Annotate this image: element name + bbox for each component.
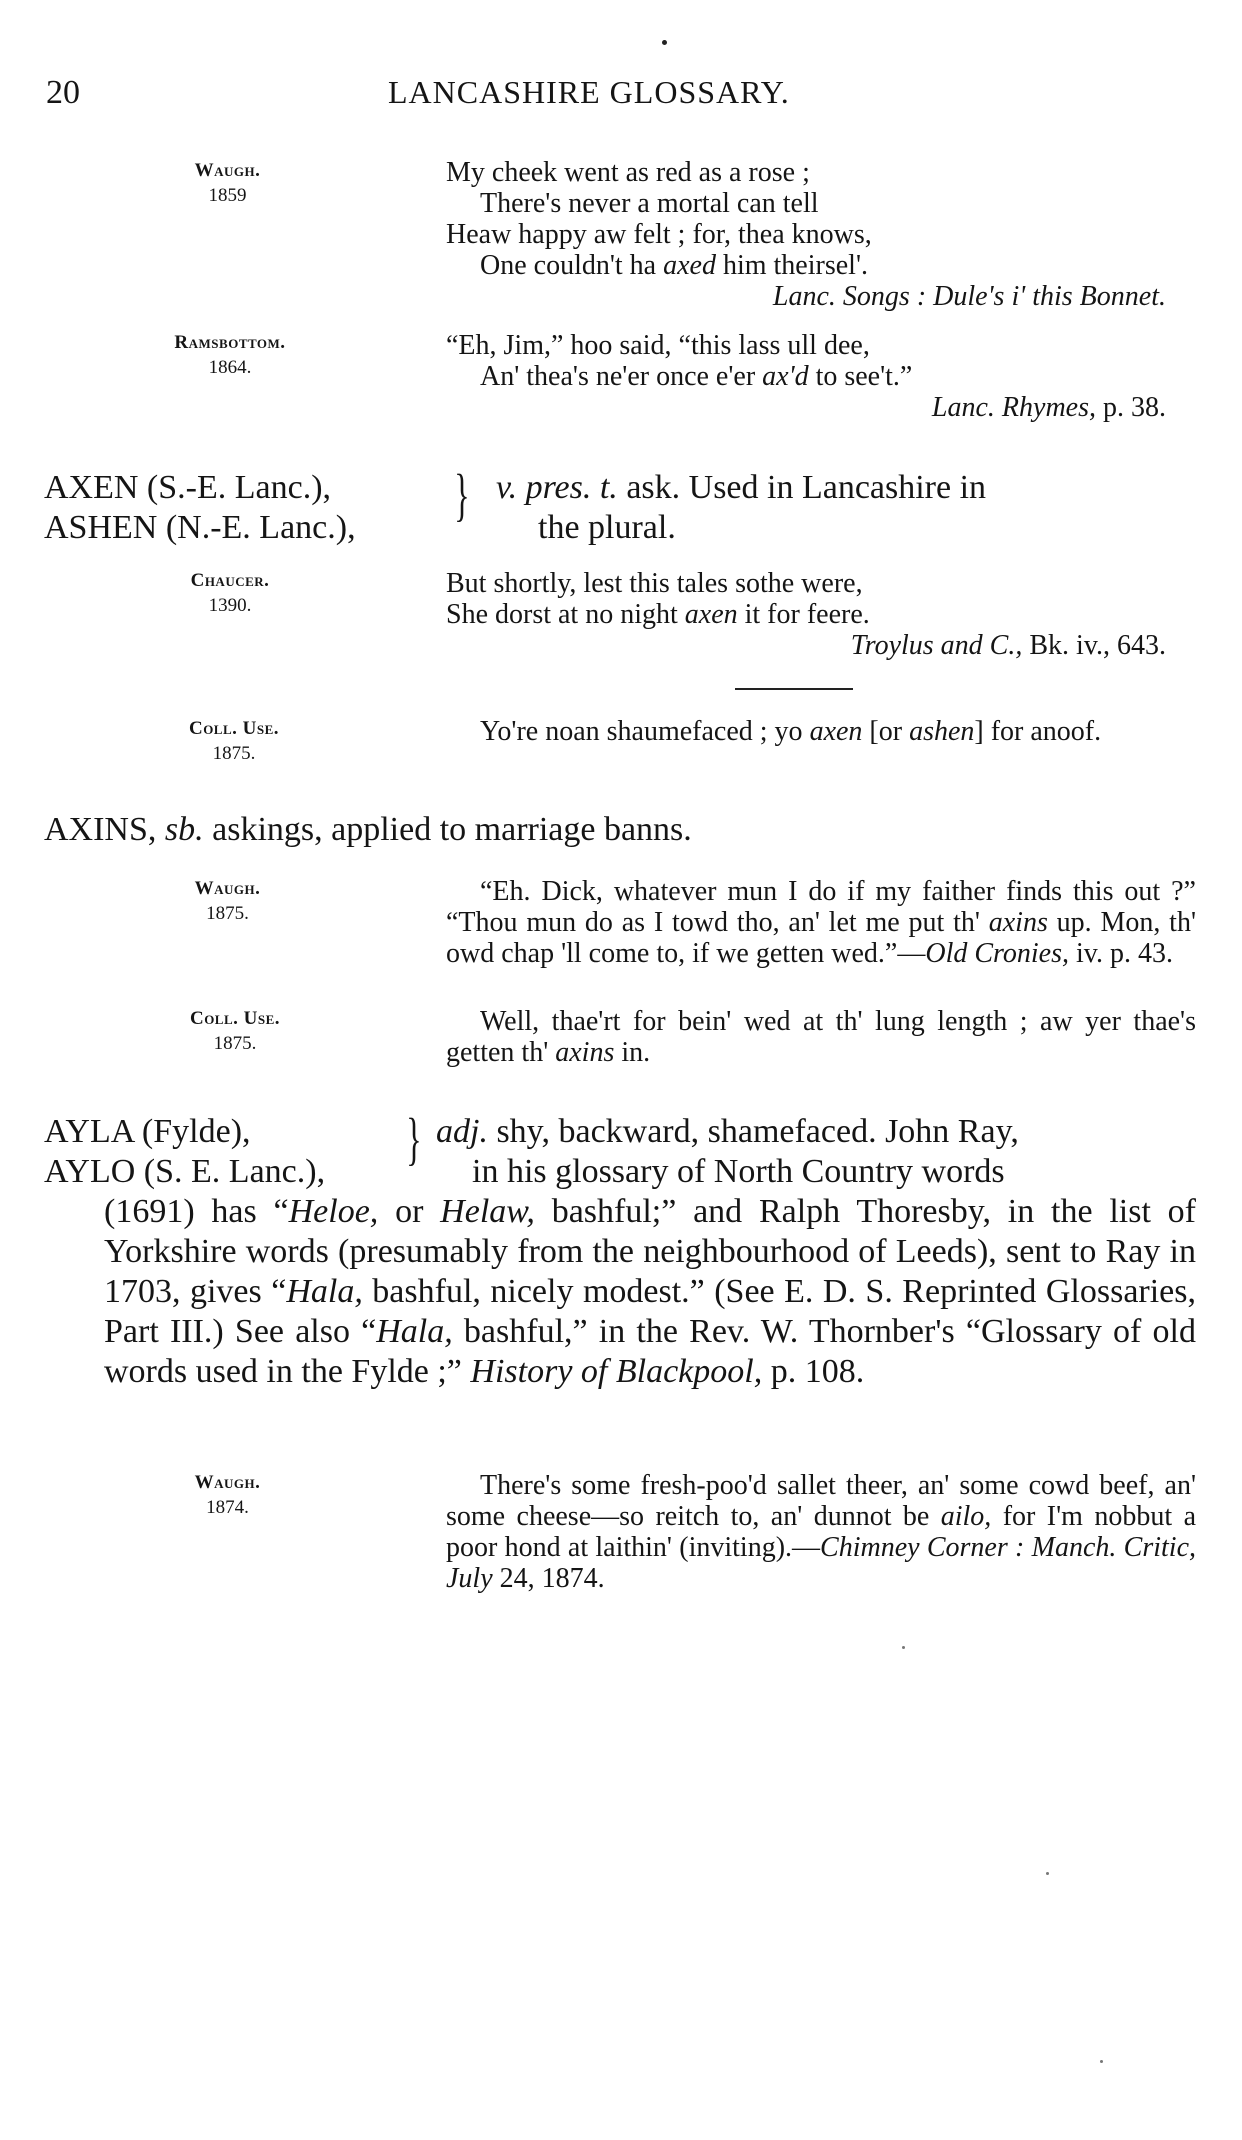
quote-source: [446, 630, 1166, 661]
text: p. 108.: [762, 1353, 865, 1390]
citation-year: 1874.: [206, 1497, 249, 1518]
text: Troylus and C.,: [850, 630, 1023, 661]
definition-line: the plural.: [538, 509, 676, 546]
headword-form: axen: [684, 599, 738, 630]
text: Heloe,: [288, 1193, 379, 1230]
quote-source: Lanc. Songs : Dule's i' this Bonnet.: [772, 281, 1166, 312]
headword: AYLA (Fylde),: [44, 1113, 251, 1150]
text: History of Blackpool,: [470, 1353, 763, 1390]
definition-line: [496, 468, 1196, 508]
brace-bracket: }: [454, 462, 470, 527]
headword-form: ax'd: [762, 361, 809, 392]
citation-year: 1875.: [212, 743, 256, 764]
quote-colluse-1875: [446, 716, 1196, 747]
quote-source: [446, 392, 1166, 423]
text: him theirsel'.: [715, 250, 868, 281]
text: bashful;” and Ralph Thoresby, in the list of Yorkshire words (presumably from the neighbourhood of Leeds), sent to Ray in 1703, gives “: [104, 1193, 1196, 1310]
text: One couldn't ha: [480, 250, 664, 281]
text: up. Mon, th' owd chap 'll come to, if we getten wed.”—: [446, 907, 1196, 969]
print-speck: [1046, 1872, 1049, 1875]
grammar-label: adj.: [436, 1113, 488, 1150]
text: bashful,” in the Rev. W. Thornber's “Glossary of old words used in the Fylde ;”: [104, 1313, 1196, 1390]
text: Hala,: [376, 1313, 453, 1350]
quote-chaucer-1390: [446, 568, 1166, 661]
entry-line: [44, 810, 1204, 850]
headword: AXINS,: [44, 811, 157, 848]
text: p. 38.: [1096, 392, 1166, 423]
text: to see't.”: [808, 361, 913, 392]
citation-author: Ramsbottom.: [174, 332, 286, 353]
text: Bk. iv., 643.: [1022, 630, 1166, 661]
citation-year: 1859: [208, 185, 247, 206]
citation-colluse-1875: [170, 716, 298, 766]
citation-author: Waugh.: [194, 878, 261, 899]
text: for I'm nobbut a poor hond at laithin' (inviting).—: [446, 1501, 1196, 1563]
text: iv. p. 43.: [1068, 938, 1173, 969]
text: Hala,: [286, 1273, 363, 1310]
citation-waugh-1875: [175, 876, 280, 926]
quote-paragraph: [446, 1470, 1196, 1594]
quote-line: But shortly, lest this tales sothe were,: [446, 568, 863, 599]
text: ashen: [909, 716, 975, 747]
grammar-label: sb.: [156, 811, 204, 848]
text: or: [378, 1193, 441, 1230]
text: axins: [988, 907, 1048, 938]
text: Yo're noan shaumefaced ; yo: [480, 716, 810, 747]
headword: AYLO (S. E. Lanc.),: [44, 1153, 326, 1190]
definition-line: [436, 1112, 1206, 1152]
quote-line: [446, 361, 1166, 392]
citation-author: Coll. Use.: [189, 1008, 281, 1029]
citation-author: Waugh.: [194, 160, 261, 181]
quote-line: [446, 599, 1166, 630]
text: ] for anoof.: [974, 716, 1102, 747]
text: There's some fresh-poo'd sallet theer, an' some cowd beef, an' some cheese—so reitch to, an' dunnot be: [446, 1470, 1196, 1532]
text: An' thea's ne'er once e'er: [480, 361, 763, 392]
citation-waugh-1859: [175, 158, 280, 208]
quote-waugh-1874: [446, 1470, 1196, 1594]
quote-line: “Eh, Jim,” hoo said, “this lass ull dee,: [446, 330, 870, 361]
text: Chimney Corner : Manch. Critic, July: [446, 1532, 1197, 1594]
text: shy, backward, shamefaced. John Ray,: [487, 1113, 1019, 1150]
page-number: 20: [46, 74, 80, 111]
entry-ayla-definition: [436, 1112, 1206, 1192]
quote-line: My cheek went as red as a rose ;: [446, 157, 810, 188]
text: it for feere.: [737, 599, 870, 630]
quote-line: There's never a mortal can tell: [480, 188, 819, 219]
text: [or: [862, 716, 910, 747]
print-speck: [1100, 2060, 1103, 2063]
citation-colluse-1875b: [170, 1006, 300, 1056]
citation-year: 1390.: [208, 595, 252, 616]
quote-ramsbottom-1864: [446, 330, 1166, 423]
citation-author: Waugh.: [194, 1472, 261, 1493]
citation-chaucer-1390: [170, 568, 290, 618]
citation-author: Coll. Use.: [188, 718, 280, 739]
definition-line: in his glossary of North Country words: [472, 1153, 1005, 1190]
quote-waugh-1859: [446, 157, 1166, 312]
print-speck: [662, 40, 667, 45]
entry-axins: [44, 810, 1204, 850]
text: Old Cronies,: [925, 938, 1069, 969]
text: ailo,: [940, 1501, 992, 1532]
running-title: LANCASHIRE GLOSSARY.: [388, 74, 790, 110]
quote-line: Heaw happy aw felt ; for, thea knows,: [446, 219, 872, 250]
text: Helaw,: [440, 1193, 535, 1230]
citation-year: 1875.: [213, 1033, 257, 1054]
quote-colluse-1875b: [446, 1006, 1196, 1068]
text: in.: [614, 1037, 651, 1068]
quote-paragraph: [446, 716, 1196, 747]
definition: askings, applied to marriage banns.: [203, 811, 692, 848]
quote-paragraph: [446, 876, 1196, 969]
citation-year: 1875.: [206, 903, 249, 924]
citation-author: Chaucer.: [190, 570, 270, 591]
citation-waugh-1874: [175, 1470, 280, 1520]
entry-ayla-body: [104, 1192, 1196, 1392]
brace-bracket: }: [406, 1106, 422, 1171]
text: 24, 1874.: [492, 1563, 605, 1594]
text: She dorst at no night: [446, 599, 685, 630]
quote-paragraph: [446, 1006, 1196, 1068]
headword: AXEN (S.-E. Lanc.),: [44, 469, 332, 506]
citation-year: 1864.: [208, 357, 252, 378]
text: Lanc. Rhymes,: [931, 392, 1096, 423]
headword-form: axed: [663, 250, 716, 281]
section-rule: [735, 688, 853, 690]
headword: ASHEN (N.-E. Lanc.),: [44, 509, 356, 546]
citation-ramsbottom-1864: [150, 330, 310, 380]
quote-line: [446, 250, 1166, 281]
print-speck: [902, 1646, 905, 1649]
text: “Eh. Dick, whatever mun I do if my faither finds this out ?” “Thou mun do as I towd tho, an' let me put th': [446, 876, 1196, 938]
text: axins: [555, 1037, 615, 1068]
text: bashful, nicely modest.” (See E. D. S. Reprinted Glossaries, Part III.) See also “: [104, 1273, 1196, 1350]
text: ask. Used in Lancashire in: [617, 469, 987, 506]
grammar-label: v. pres. t.: [496, 469, 618, 506]
text: (1691) has “: [104, 1193, 289, 1230]
quote-waugh-1875: [446, 876, 1196, 969]
text: Well, thae'rt for bein' wed at th' lung length ; aw yer thae's getten th': [446, 1006, 1196, 1068]
text: axen: [809, 716, 863, 747]
page-header: [0, 74, 1242, 118]
entry-axen-definition: [496, 468, 1196, 548]
